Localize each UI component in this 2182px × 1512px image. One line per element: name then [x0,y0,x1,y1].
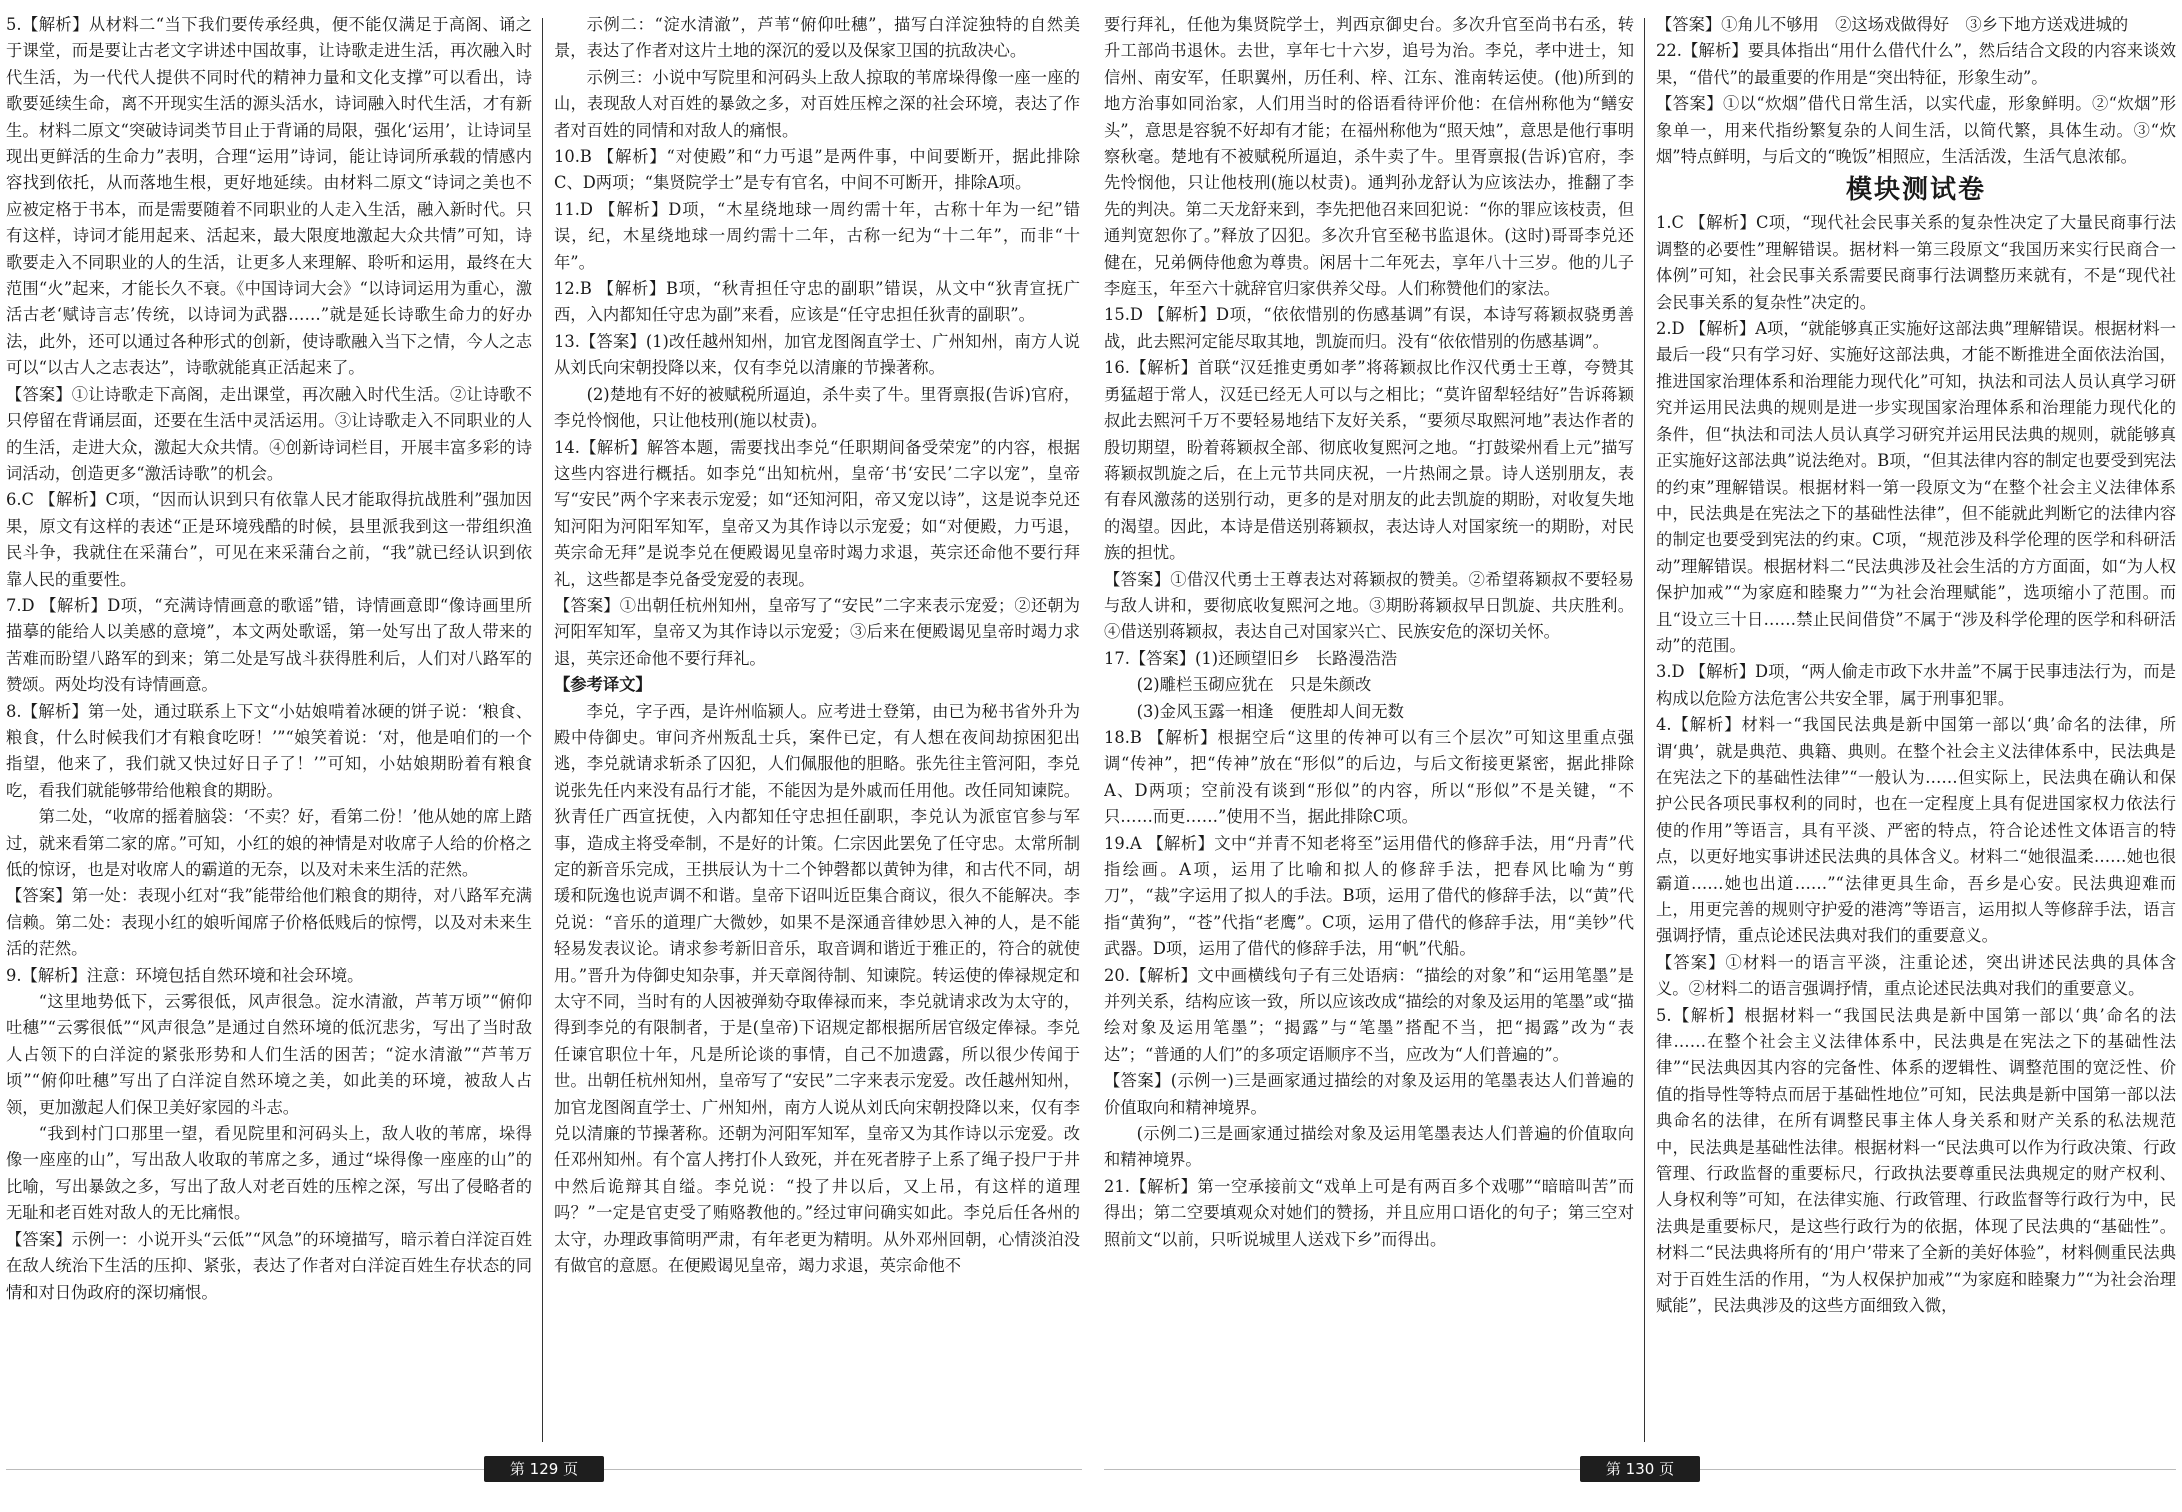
paragraph: 【答案】①材料一的语言平淡，注重论述，突出讲述民法典的具体含义。②材料二的语言强调抒情，重点论述民法典对我们的重要意义。 [1656,952,2176,999]
right-page [1104,12,2176,1482]
paragraph: 【答案】(示例一)三是画家通过描绘的对象及运用的笔墨表达人们普遍的价值取向和精神境界。 [1104,1071,1634,1117]
paragraph: 10.B 【解析】“对使殿”和“力丐退”是两件事，中间要断开，据此排除C、D两项；“集贤院学士”是专有官名，中间不可断开，排除A项。 [554,147,1080,193]
right-page-column-2 [1656,12,2176,1442]
paragraph: 【参考译文】 [554,675,652,695]
paragraph: 【答案】①出朝任杭州知州，皇帝写了“安民”二字来表示宠爱；②还朝为河阳军知军，皇帝又为其作诗以示宠爱；③后来在便殿谒见皇帝时竭力求退，英宗还命他不要行拜礼。 [554,595,1080,668]
page-number: 第 130 页 [1580,1456,1700,1482]
paragraph: 【答案】①以“炊烟”借代日常生活，以实代虚，形象鲜明。②“炊烟”形象单一，用来代指纷繁复杂的人间生活，以简代繁，具体生动。③“炊烟”特点鲜明，与后文的“晚饭”相照应，生活活泼，生活气息浓郁。 [1656,94,2176,167]
paragraph: (示例二)三是画家通过描绘对象及运用笔墨表达人们普遍的价值取向和精神境界。 [1104,1124,1634,1170]
paragraph: 11.D 【解析】D项，“木星绕地球一周约需十年，古称十年为一纪”错误，纪，木星绕地球一周约需十二年，古称一纪为“十二年”，而非“十年”。 [554,199,1080,272]
left-page-column-2 [554,12,1080,1442]
paragraph: 4.【解析】材料一“我国民法典是新中国第一部以‘典’命名的法律，所谓‘典’，就是典范、典籍、典则。在整个社会主义法律体系中，民法典是在宪法之下的基础性法律”“一般认为……但实际上，民法典在确认和保护公民各项民事权利的同时，也在一定程度上具有促进国家权力依法行使的作用”等语言，具有平淡、严密的特点，符合论述性文体语言的特点，以更好地实事讲述民法典的具体含义。材料二“她很温柔……她也很霸道……她也出道……”“法律更具生命，吾乡是心安。民法典迎难而上，用更完善的规则守护爱的港湾”等语言，运用拟人等修辞手法，语言强调抒情，重点论述民法典对我们的重要意义。 [1656,715,2176,946]
paragraph: 18.B 【解析】根据空后“这里的传神可以有三个层次”可知这里重点强调“传神”，把“传神”放在“形似”的后边，与后文衔接更紧密，据此排除A、D两项；空前没有谈到“形似”的内容，所以“形似”不是关键，“不只……而更……”使用不当，据此排除C项。 [1104,727,1634,827]
right-page-column-1 [1104,12,1634,1442]
paragraph: 2.D 【解析】A项，“就能够真正实施好这部法典”理解错误。根据材料一最后一段“只有学习好、实施好这部法典，才能不断推进全面依法治国，推进国家治理体系和治理能力现代化”可知，执法和司法人员认真学习研究并运用民法典的规则是进一步实现国家治理体系和治理能力现代化的条件，但“执法和司法人员认真学习研究并运用民法典的规则，就能够真正实施好这部法典”说法绝对。B项，“但其法律内容的制定也要受到宪法的约束”理解错误。根据材料一第一段原文为“在整个社会主义法律体系中，民法典是在宪法之下的基础性法律”，但不能就此判断它的法律内容的制定也要受到宪法的约束。C项，“规范涉及科学伦理的医学和科研活动”理解错误。根据材料二“民法典涉及社会生活的方方面面，如“为人权保护加戒”“为家庭和睦聚力”“为社会治理赋能”，选项缩小了范围。而且“设立三十日……禁止民间借贷”不属于“涉及科学伦理的医学和科研活动”的范围。 [1656,319,2176,655]
paragraph: 李兑，字子西，是许州临颍人。应考进士登第，由已为秘书省外升为殿中侍御史。审问齐州叛乱士兵，案件已定，有人想在夜间劫掠困犯出逃，李兑就请求斩杀了囚犯，人们佩服他的胆略。张先往主管河阳，李兑说张先任内来没有品行才能，不能因为是外戚而任用他。改任同知谏院。狄青任广西宣抚使，入内都知任守忠担任副职，李兑认为派宦官参与军事，造成主将受牵制，不是好的计策。仁宗因此罢免了任守忠。太常所制定的新音乐完成，王拱辰认为十二个钟磬都以黄钟为律，和古代不同，胡瑗和阮逸也说声调不和谐。皇帝下诏叫近臣集合商议，很久不能解决。李兑说：“音乐的道理广大微妙，如果不是深通音律妙思入神的人，是不能轻易发表议论。请求参考新旧音乐，取音调和谐近于雅正的，符合的就使用。”晋升为侍御史知杂事，并天章阁待制、知谏院。转运使的俸禄规定和太守不同，当时有的人因被弹劾夺取俸禄而来，李兑就请求改为太守的，得到李兑的有限制者，于是(皇帝)下诏规定都根据所居官级定俸禄。李兑任谏官职位十年，凡是所论谈的事情，自己不加遗露，所以很少传闻于世。出朝任杭州知州，皇帝写了“安民”二字来表示宠爱。改任越州知州，加官龙图阁直学士、广州知州，南方人说从刘氏向宋朝投降以来，仅有李兑以清廉的节操著称。还朝为河阳军知军，皇帝又为其作诗以示宠爱。改任邓州知州。有个富人拷打仆人致死，并在死者脖子上系了绳子投尸于井中然后诡辩其自缢。李兑说：“投了井以后，又上吊，有这样的道理吗？”一定是官吏受了贿赂教他的。”经过审问确实如此。李兑后任各州的太守，办理政事简明严肃，有年老更为精明。从外邓州回朝，心情淡泊没有做官的意愿。在便殿谒见皇帝，竭力求退，英宗命他不 [554,701,1080,1276]
paragraph: 【答案】①借汉代勇士王尊表达对蒋颖叔的赞美。②希望蒋颖叔不要轻易与敌人讲和，要彻底收复熙河之地。③期盼蒋颖叔早日凯旋、共庆胜利。④借送别蒋颖叔，表达自己对国家兴亡、民族安危的深切关怀。 [1104,569,1634,642]
paragraph: 第二处，“收席的摇着脑袋：‘不卖？好，看第二份！’他从她的席上踏过，就来看第二家的席。”可知，小红的娘的神情是对收席子人给的价格之低的惊讶，也是对收席人的霸道的无奈，以及对未来生活的茫然。 [6,807,532,879]
paragraph: 20.【解析】文中画横线句子有三处语病：“描绘的对象”和“运用笔墨”是并列关系，结构应该一致，所以应该改成“描绘的对象及运用的笔墨”或“描绘对象及运用笔墨”；“揭露”与“笔墨”搭配不当，把“揭露”改为“表达”；“普通的人们”的多项定语顺序不当，应改为“人们普遍的”。 [1104,965,1634,1064]
paragraph: “这里地势低下，云雾很低，风声很急。淀水清澈，芦苇万顷”“俯仰吐穗”“云雾很低”“风声很急”是通过自然环境的低沉悲劣，写出了当时敌人占领下的白洋淀的紧张形势和人们生活的困苦；“淀水清澈”“芦苇万顷”“俯仰吐穗”写出了白洋淀自然环境之美，如此美的环境，被敌人占领，更加激起人们保卫美好家园的斗志。 [6,992,532,1117]
paragraph: 16.【解析】首联“汉廷推吏勇如孝”将蒋颖叔比作汉代勇士王尊，夸赞其勇猛超于常人，汉廷已经无人可以与之相比；“莫许留犁轻结好”告诉蒋颖叔此去熙河千万不要轻易地结下友好关系，“要须尽取熙河地”表达作者的殷切期望，盼着蒋颖叔全部、彻底收复熙河之地。“打鼓梁州看上元”描写蒋颖叔凯旋之后，在上元节共同庆祝，一片热闹之景。诗人送别朋友，表有春风激荡的送别行动，更多的是对朋友的此去凯旋的期盼，对收复失地的渴望。因此，本诗是借送别蒋颖叔，表达诗人对国家统一的期盼，对民族的担忧。 [1104,358,1634,563]
paragraph: 15.D 【解析】D项，“依依惜别的伤感基调”有误，本诗写蒋颖叔骁勇善战，此去熙河定能尽取其地，凯旋而归。没有“依依惜别的伤感基调”。 [1104,305,1634,351]
paragraph: 5.【解析】根据材料一“我国民法典是新中国第一部以‘典’命名的法律……在整个社会主义法律体系中，民法典是在宪法之下的基础性法律”“民法典因其内容的完备性、体系的逻辑性、调整范围的宽泛性、价值的指导性等特点而居于基础性地位”可知，民法典是新中国第一部以法典命名的法律，在所有调整民事主体人身关系和财产关系的私法规范中，民法典是基础性法律。根据材料一“民法典可以作为行政决策、行政管理、行政监督的重要标尺，行政执法要尊重民法典规定的财产权利、人身权利等”可知，在法律实施、行政管理、行政监督等行政行为中，民法典是重要标尺，是这些行政行为的依据，体现了民法典的“基础性”。材料二“民法典将所有的‘用户’带来了全新的美好体验”，材料侧重民法典对于百姓生活的作用，“为人权保护加戒”“为家庭和睦聚力”“为社会治理赋能”，民法典涉及的这些方面细致入微， [1656,1005,2176,1316]
paragraph: 22.【解析】要具体指出“用什么借代什么”，然后结合文段的内容来谈效果，“借代”的最重要的作用是“突出特征，形象生动”。 [1656,41,2176,87]
paragraph: 1.C 【解析】C项，“现代社会民事关系的复杂性决定了大量民商事行法调整的必要性”理解错误。据材料一第三段原文“我国历来实行民商合一体例”可知，社会民事关系需要民商事行法调整历来就有，不是“现代社会民事关系的复杂性”决定的。 [1656,213,2176,312]
page-number: 第 129 页 [484,1456,604,1482]
paragraph: 19.A 【解析】文中“并青不知老将至”运用借代的修辞手法，用“丹青”代指绘画。A项，运用了比喻和拟人的修辞手法，把春风比喻为“剪刀”，“裁”字运用了拟人的手法。B项，运用了借代的修辞手法，以“黄”代指“黄狗”，“苍”代指“老鹰”。C项，运用了借代的修辞手法，用“美钞”代武器。D项，运用了借代的修辞手法，用“帆”代船。 [1104,833,1634,959]
paragraph: (2)雕栏玉砌应犹在 只是朱颜改 [1136,675,1372,695]
paragraph: (2)楚地有不好的被赋税所逼迫，杀牛卖了牛。里胥禀报(告诉)官府，李兑怜悯他，只让他枝刑(施以杖责)。 [554,384,1080,431]
paragraph: 【答案】①让诗歌走下高阁，走出课堂，再次融入时代生活。②让诗歌不只停留在背诵层面，还要在生活中灵活运用。③让诗歌走入不同职业的人的生活，走进大众，激起大众共情。④创新诗词栏目，开展丰富多彩的诗词活动，创造更多“激活诗歌”的机会。 [6,384,532,483]
paragraph: 5.【解析】从材料二“当下我们要传承经典，便不能仅满足于高阁、诵之于课堂，而是要让古老文字讲述中国故事，让诗歌走进生活，再次融入时代生活，为一代代人提供不同时代的精神力量和文化支撑”可以看出，诗歌要延续生命，离不开现实生活的源头活水，诗词融入时代生活，才有新生。材料二原文“突破诗词类节目止于背诵的局限，强化‘运用’，让诗词呈现出更鲜活的生命力”表明，合理“运用”诗词，能让诗词所承载的情感内容找到依托，从而落地生根，更好地延续。由材料二原文“诗词之美也不应被定格于书本，而是需要随着不同职业的人走入生活，融入新时代。只有这样，诗词才能用起来、活起来，最大限度地激起大众共情”可知，诗歌要走入不同职业的人的生活，让更多人来理解、聆听和运用，最终在大范围“火”起来，才能长久不衰。《中国诗词大会》“以诗词运用为重心，激活古老‘赋诗言志’传统，以诗词为武器……”就是延长诗歌生命力的好办法，此外，还可以通过各种形式的创新，使诗歌融入当下之情，今人之志可以“以古人之志表达”，诗歌就能真正活起来了。 [6,15,532,378]
section-title: 模块测试卷 [1845,175,1986,206]
paragraph: 要行拜礼，任他为集贤院学士，判西京御史台。多次升官至尚书右丞，转升工部尚书退休。去世，享年七十六岁，追号为治。李兑，孝中进士，知信州、南安军，任职翼州，历任利、梓、江东、淮南转运使。(他)所到的地方治事如同治家，人们用当时的俗语看待评价他：在信州称他为“鳝安头”，意思是容貌不好却有才能；在福州称他为“照天烛”，意思是他行事明察秋毫。楚地有不被赋税所逼迫，杀牛卖了牛。里胥禀报(告诉)官府，李先怜悯他，只让他枝刑(施以杖责)。通判孙龙舒认为应该法办，推翻了李先的判决。第二天龙舒来到，李先把他召来回犯说：“你的罪应该枝责，但通判宽恕你了。”释放了囚犯。多次升官至秘书监退休。(这时)哥哥李兑还健在，兄弟俩侍他愈为尊贵。闲居十二年死去，享年八十三岁。他的儿子李庭玉，年至六十就辞官归家供养父母。人们称赞他们的家法。 [1104,15,1634,299]
left-page-column-1 [6,12,532,1442]
paragraph: 14.【解析】解答本题，需要找出李兑“任职期间备受荣宠”的内容，根据这些内容进行概括。如李兑“出知杭州，皇帝‘书‘安民’二字以宠”，皇帝写“安民”两个字来表示宠爱；如“还知河阳，帝又宠以诗”，这是说李兑还知河阳为河阳军知军，皇帝又为其作诗以示宠爱；如“对便殿，力丐退，英宗命无拜”是说李兑在便殿谒见皇帝时竭力求退，英宗还命他不要行拜礼，这些都是李兑备受宠爱的表现。 [554,437,1080,589]
paragraph: 13.【答案】(1)改任越州知州，加官龙图阁直学士、广州知州，南方人说从刘氏向宋朝投降以来，仅有李兑以清廉的节操著称。 [554,331,1080,378]
paragraph: 8.【解析】第一处，通过联系上下文“小姑娘啃着冰硬的饼子说：‘粮食、粮食，什么时候我们才有粮食吃呀！’”“娘笑着说：‘对，他是咱们的一个指望，他来了，我们就又快过好日子了！’”可知，小姑娘期盼着有粮食吃，看我们就能够带给他粮食的期盼。 [6,701,532,800]
paragraph: “我到村门口那里一望，看见院里和河码头上，敌人收的苇席，垛得像一座座的山”，写出敌人收取的苇席之多，通过“垛得像一座座的山”的比喻，写出暴敛之多，写出了敌人对老百姓的压榨之深，写出了侵略者的无耻和老百姓对敌人的无比痛恨。 [6,1124,532,1223]
paragraph: 7.D 【解析】D项，“充满诗情画意的歌谣”错，诗情画意即“像诗画里所描摹的能给人以美感的意境”，本文两处歌谣，第一处写出了敌人带来的苦难而盼望八路军的到来；第二处是写战斗获得胜利后，人们对八路军的赞颂。两处均没有诗情画意。 [6,595,532,695]
paragraph: 示例二：“淀水清澈”，芦苇“俯仰吐穗”，描写白洋淀独特的自然美景，表达了作者对这片土地的深沉的爱以及保家卫国的抗敌决心。 [554,15,1080,61]
left-page [6,12,1082,1482]
paragraph: 12.B 【解析】B项，“秋青担任守忠的副职”错误，从文中“狄青宣抚广西，入内都知任守忠为副”来看，应该是“任守忠担任狄青的副职”。 [554,279,1080,325]
paragraph: 21.【解析】第一空承接前文“戏单上可是有两百多个戏哪”“暗暗叫苦”而得出；第二空要填观众对她们的赞扬，并且应用口语化的句子；第三空对照前文“以前，只听说城里人送戏下乡”而得出。 [1104,1176,1634,1249]
paragraph: 6.C 【解析】C项，“因而认识到只有依靠人民才能取得抗战胜利”强加因果，原文有这样的表述“正是环境残酷的时候，县里派我到这一带组织渔民斗争，我就住在采蒲台”，可见在来采蒲台之前，“我”就已经认识到依靠人民的重要性。 [6,490,532,589]
paragraph: 17.【答案】(1)还顾望旧乡 长路漫浩浩 [1104,648,1398,668]
column-divider [542,18,543,1442]
paragraph: 【答案】第一处：表现小红对“我”能带给他们粮食的期待，对八路军充满信赖。第二处：表现小红的娘听闻席子价格低贱后的惊愕，以及对未来生活的茫然。 [6,886,532,959]
paragraph: 9.【解析】注意：环境包括自然环境和社会环境。 [6,965,364,985]
paragraph: 【答案】①角儿不够用 ②这场戏做得好 ③乡下地方送戏进城的 [1656,15,2129,34]
paragraph: (3)金风玉露一相逢 便胜却人间无数 [1136,701,1404,721]
paragraph: 3.D 【解析】D项，“两人偷走市政下水井盖”不属于民事违法行为，而是构成以危险方法危害公共安全罪，属于刑事犯罪。 [1656,662,2176,708]
paragraph: 【答案】示例一：小说开头“云低”“风急”的环境描写，暗示着白洋淀百姓在敌人统治下生活的压抑、紧张，表达了作者对白洋淀百姓生存状态的同情和对日伪政府的深切痛恨。 [6,1229,532,1302]
column-divider [1644,18,1645,1442]
paragraph: 示例三：小说中写院里和河码头上敌人掠取的苇席垛得像一座一座的山，表现敌人对百姓的暴敛之多，对百姓压榨之深的社会环境，表达了作者对百姓的同情和对敌人的痛恨。 [554,67,1080,140]
